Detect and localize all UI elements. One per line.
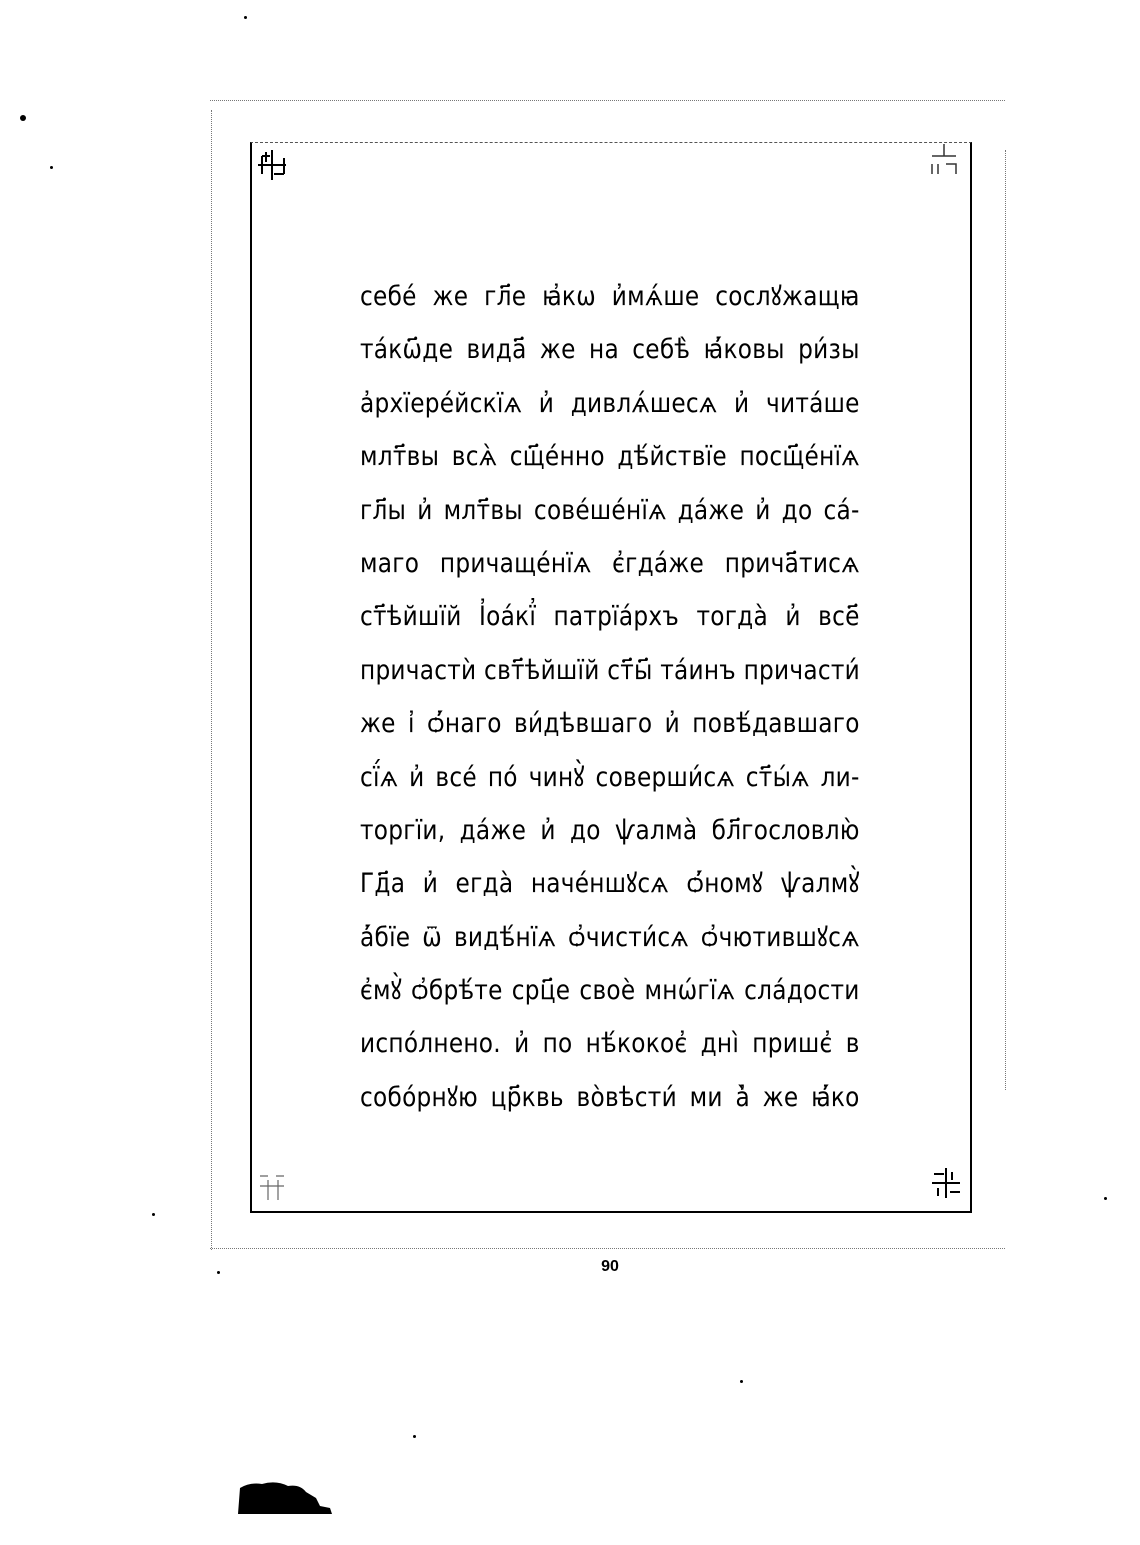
top-dotted-rule [210,100,1005,101]
text-line: ст҃ѣйшїй І҆оа́кї҆ патрїа́рхъ тогда̀ и҆ все҃ [360,601,860,633]
text-line: собо́рнꙋю цр҃квь во̀вѣсти́ ми а҆̀ же ꙗ҆́ко [360,1081,860,1113]
left-dotted-rule [211,110,212,1250]
corner-ornament-bottom-right [930,1166,962,1200]
text-line: испо́лнено. и҆ по нѣ́кокоє҆ дні̀ пришє҆ в [360,1028,860,1060]
text-line: Гд҃а и҆ егда̀ наче́ншꙋсѧ ѻ҆́номꙋ ѱалмꙋ̀ [360,868,860,900]
ink-blot [236,1478,332,1516]
text-line: та́кѡ҃де вида҃ же на себѣ̀ ꙗ҆́ковы ри́зы [360,334,860,366]
text-line: є҆мꙋ̀ ѻ҆брѣ́те срц҃е своѐ мнѡ́гїѧ сла́дости [360,975,860,1007]
speck [152,1213,155,1216]
corner-ornament-top-right [928,142,960,176]
corner-ornament-bottom-left [256,1170,288,1204]
text-line: гл҃ы и҆ млт҃вы сове́ше́нїѧ да́же и҆ до са́- [360,494,860,526]
speck [50,166,53,169]
bottom-dotted-rule [210,1248,1005,1249]
body-text [360,270,860,1124]
text-line: себе́ же гл҃е ꙗ҆кѡ и҆мѧ́ше сослꙋжащꙗ [360,281,860,312]
text-line: же і҆ ѻ҆́наго ви́дѣвшаго и҆ повѣ́давшаго [360,708,860,740]
text-line: причастѝ свт҃ѣйшїй ст҃ы҃ та́инъ причасти́ [360,654,861,686]
text-line: а҆́бїе ѿ видѣ́нїѧ ѻ҆чисти́сѧ ѻ҆чютившꙋсѧ [360,921,860,953]
text-line: а҆рхїере́йскїѧ и҆ дивлѧ́шесѧ и҆ чита́ше [360,387,860,419]
right-dotted-rule [1005,150,1006,1090]
speck [244,16,247,19]
speck [20,115,26,121]
speck [740,1380,743,1383]
speck [1104,1197,1107,1200]
text-line: торгїи, да́же и҆ до ѱалма̀ бл҃гословлю̀ [360,814,860,846]
text-line: маго причаще́нїѧ є҆гда́же прича҃тисѧ [360,547,860,579]
speck [217,1271,220,1274]
text-line: сї́ѧ и҆ все́ по́ чинꙋ̀ соверши́сѧ ст҃ы́ѧ ли- [360,761,860,793]
text-line: млт҃вы всѧ̀ сщ҃е́нно дѣ́йствїе посщ҃е́нїѧ [360,441,860,473]
corner-ornament-top-left [256,148,288,182]
page-number: 90 [601,1258,619,1275]
speck [413,1435,416,1438]
